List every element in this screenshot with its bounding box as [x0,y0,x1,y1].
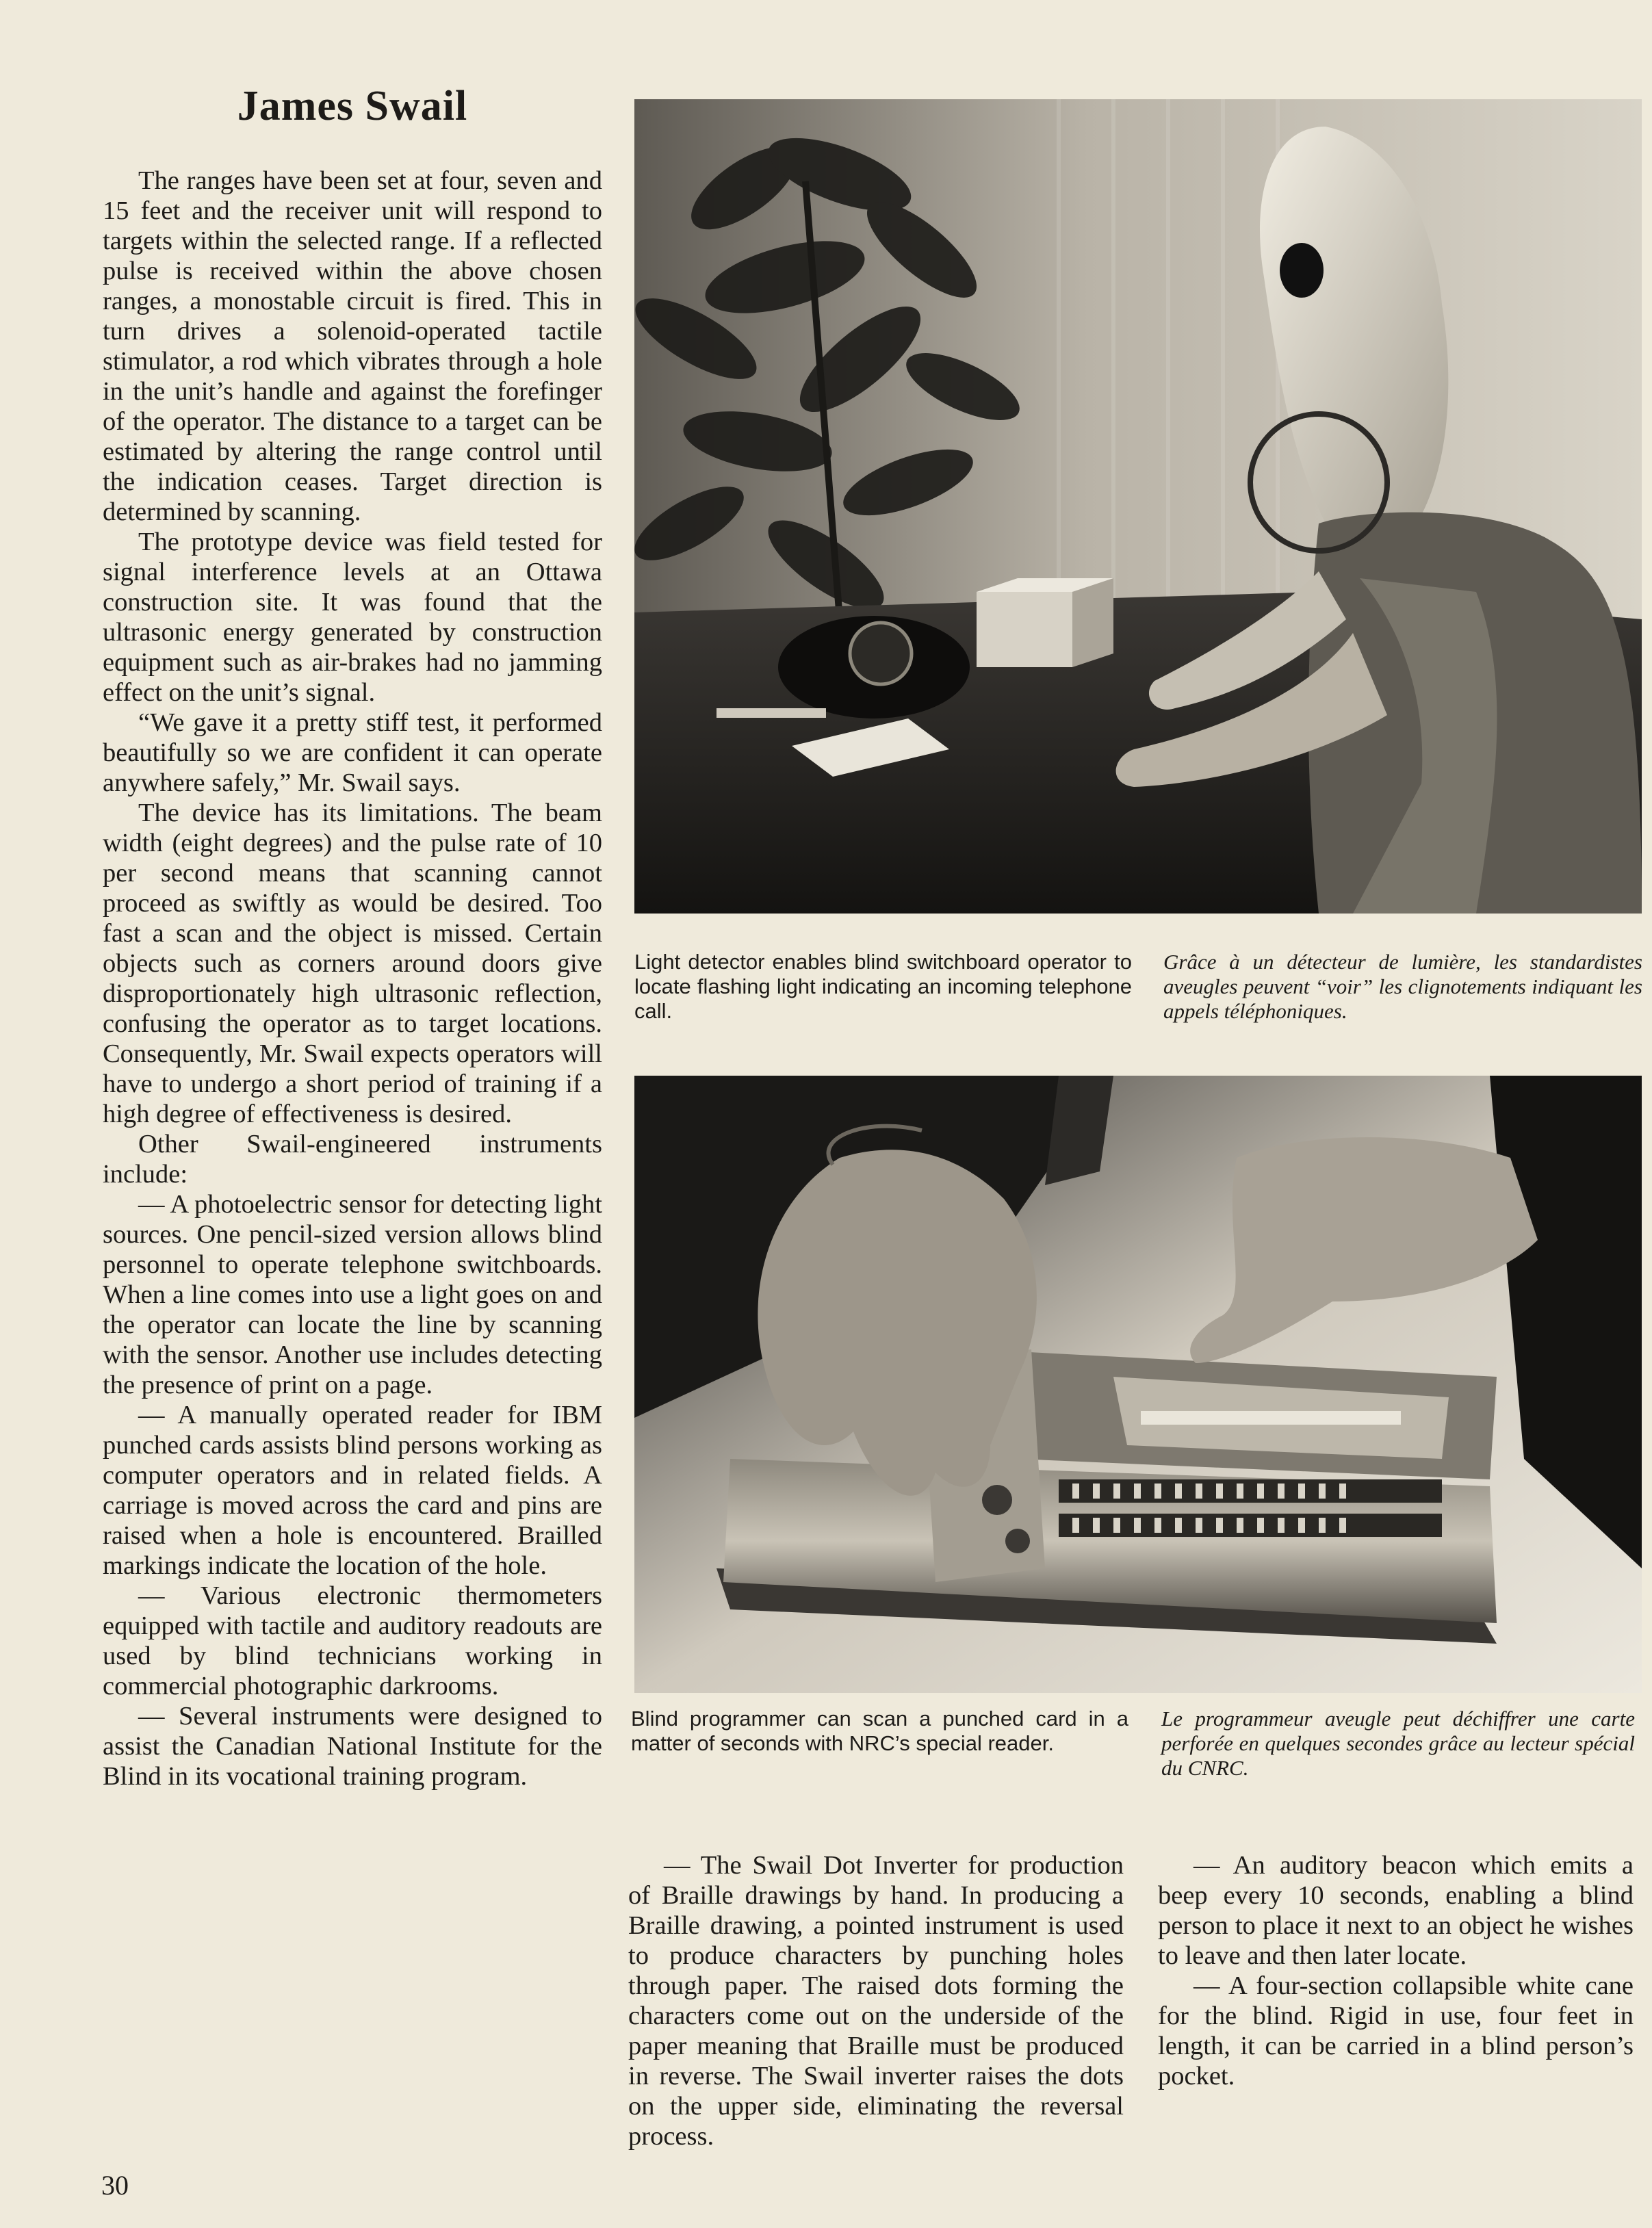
right-text-column [1158,1850,1634,2091]
photo1-caption-french: Grâce à un détecteur de lumière, les standardistes aveugles peuvent “voir” les clignotements indiquant les appels téléphoniques. [1163,950,1642,1023]
left-text-column [103,166,602,1791]
article-title: James Swail [237,83,468,129]
paragraph: — Various electronic thermometers equipped with tactile and auditory readouts are used by blind technicians working in commercial photographic darkrooms. [103,1581,602,1700]
paragraph: — The Swail Dot Inverter for production of Braille drawings by hand. In producing a Braille drawing, a pointed instrument is used to produce characters by punching holes through paper. The raised dots forming the characters come out on the underside of the paper meaning that Braille must be produced in reverse. The Swail inverter raises the dots on the upper side, eliminating the reversal process. [628,1851,1124,2151]
photo2-caption-english: Blind programmer can scan a punched card in a matter of seconds with NRC’s special reader. [631,1707,1128,1755]
photo2-caption-french: Le programmeur aveugle peut déchiffrer une carte perforée en quelques secondes grâce au lecteur spécial du CNRC. [1161,1707,1635,1780]
paragraph: “We gave it a pretty stiff test, it performed beautifully so we are confident it can operate anywhere safely,” Mr. Swail says. [103,708,602,797]
paragraph: — Several instruments were designed to assist the Canadian National Institute for the Blind in its vocational training program. [103,1702,602,1791]
punched-card-reader-photo [634,1076,1642,1693]
paragraph: The prototype device was field tested for signal interference levels at an Ottawa construction site. It was found that the ultrasonic energy generated by construction equipment such as air-brakes had no jamming effect on the unit’s signal. [103,528,602,707]
paragraph: — A manually operated reader for IBM punched cards assists blind persons working as computer operators and in related fields. A carriage is moved across the card and pins are raised when a hole is encountered. Brailled markings indicate the location of the hole. [103,1401,602,1580]
page-number: 30 [101,2170,129,2201]
paragraph: — A photoelectric sensor for detecting light sources. One pencil-sized version allows blind personnel to operate telephone switchboards. When a line comes into use a light goes on and the operator can locate the line by scanning with the sensor. Another use includes detecting the presence of print on a page. [103,1190,602,1399]
photo1-caption-english: Light detector enables blind switchboard operator to locate flashing light indicating an incoming telephone call. [634,950,1132,1023]
paragraph: — An auditory beacon which emits a beep every 10 seconds, enabling a blind person to place it next to an object he wishes to leave and then later locate. [1158,1851,1634,1970]
switchboard-operator-photo [634,99,1642,914]
paragraph: The device has its limitations. The beam width (eight degrees) and the pulse rate of 10 per second means that scanning cannot proceed as swiftly as would be desired. Too fast a scan and the object is missed. Certain objects such as corners around doors give disproportionately high ultrasonic reflection, confusing the operator as to target locations. Consequently, Mr. Swail expects operators will have to undergo a short period of training if a high degree of effectiveness is desired. [103,799,602,1128]
paragraph: — A four-section collapsible white cane for the blind. Rigid in use, four feet in length, it can be carried in a blind person’s pocket. [1158,1971,1634,2090]
paragraph: The ranges have been set at four, seven and 15 feet and the receiver unit will respond to targets within the selected range. If a reflected pulse is received within the above chosen ranges, a monostable circuit is fired. This in turn drives a solenoid-operated tactile stimulator, a rod which vibrates through a hole in the unit’s handle and against the forefinger of the operator. The distance to a target can be estimated by altering the range control until the indication ceases. Target direction is determined by scanning. [103,166,602,526]
middle-text-column [628,1850,1124,2151]
switchboard-operator-illustration [634,99,1642,914]
paragraph: Other Swail-engineered instruments include: [103,1130,602,1189]
punched-card-reader-illustration [634,1076,1642,1693]
